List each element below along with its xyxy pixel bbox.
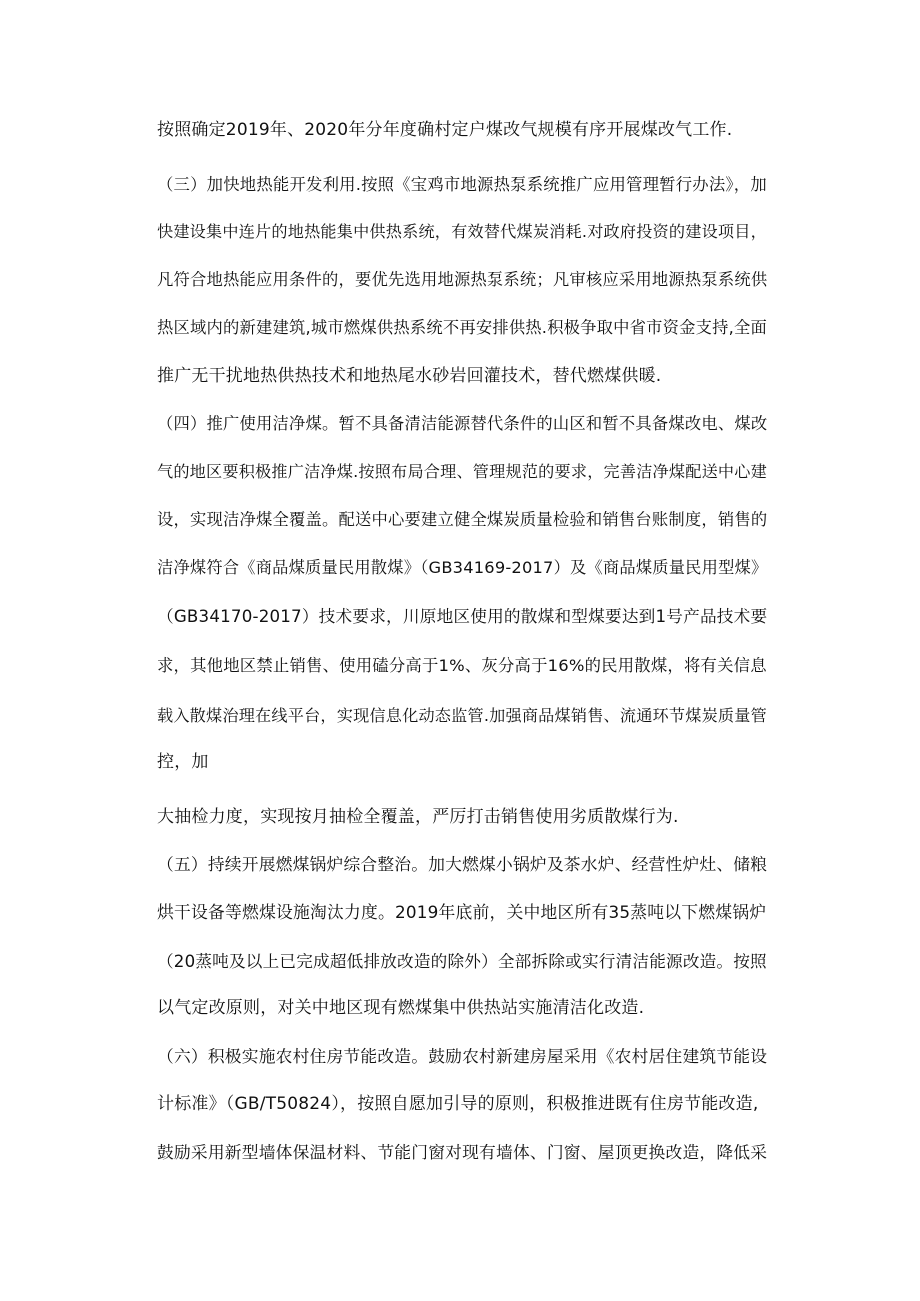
text-line: 计标准》（GB/T50824），按照自愿加引导的原则，积极推进既有住房节能改造,: [157, 1094, 759, 1114]
text-line: 烘干设备等燃煤设施淘汰力度。2019年底前，关中地区所有35蒸吨以下燃煤锅炉: [157, 902, 767, 922]
text-line: 控，加: [157, 752, 209, 772]
text-line: 快建设集中连片的地热能集中供热系统，有效替代煤炭消耗.对政府投资的建设项目，: [157, 222, 767, 241]
text-line: 设，实现洁净煤全覆盖。配送中心要建立健全煤炭质量检验和销售台账制度，销售的: [157, 510, 768, 529]
text-line: 鼓励采用新型墙体保温材料、节能门窗对现有墙体、门窗、屋顶更换改造，降低采: [157, 1142, 768, 1162]
text-line: 热区域内的新建建筑,城市燃煤供热系统不再安排供热.积极争取中省市资金支持,全面: [157, 318, 768, 337]
text-line: 洁净煤符合《商品煤质量民用散煤》（GB34169-2017）及《商品煤质量民用型煤》: [157, 558, 768, 577]
text-line: （20蒸吨及以上已完成超低排放改造的除外）全部拆除或实行清洁能源改造。按照: [157, 952, 767, 971]
text-line: （六）积极实施农村住房节能改造。鼓励农村新建房屋采用《农村居住建筑节能设: [157, 1046, 768, 1066]
text-line: 推广无干扰地热供热技术和地热尾水砂岩回灌技术，替代燃煤供暖.: [157, 366, 662, 386]
text-line: （三）加快地热能开发利用.按照《宝鸡市地源热泵系统推广应用管理暂行办法》，加: [157, 175, 767, 194]
text-line: 求，其他地区禁止销售、使用磕分高于1%、灰分高于16%的民用散煤，将有关信息: [157, 656, 767, 675]
text-line: 凡符合地热能应用条件的，要优先选用地源热泵系统；凡审核应采用地源热泵系统供: [157, 270, 768, 289]
text-line: 大抽检力度，实现按月抽检全覆盖，严厉打击销售使用劣质散煤行为.: [157, 807, 679, 827]
text-line: （四）推广使用洁净煤。暂不具备清洁能源替代条件的山区和暂不具备煤改电、煤改: [157, 414, 768, 433]
text-line: 气的地区要积极推广洁净煤.按照布局合理、管理规范的要求，完善洁净煤配送中心建: [157, 462, 767, 481]
text-line: （五）持续开展燃煤锅炉综合整治。加大燃煤小锅炉及茶水炉、经营性炉灶、储粮: [157, 854, 768, 874]
text-line: （GB34170-2017）技术要求，川原地区使用的散煤和型煤要达到1号产品技术要: [157, 607, 768, 626]
text-line: 载入散煤治理在线平台，实现信息化动态监管.加强商品煤销售、流通环节煤炭质量管: [157, 706, 767, 725]
text-line: 按照确定2019年、2020年分年度确村定户煤改气规模有序开展煤改气工作.: [157, 120, 733, 140]
text-line: 以气定改原则，对关中地区现有燃煤集中供热站实施清洁化改造.: [157, 998, 645, 1018]
